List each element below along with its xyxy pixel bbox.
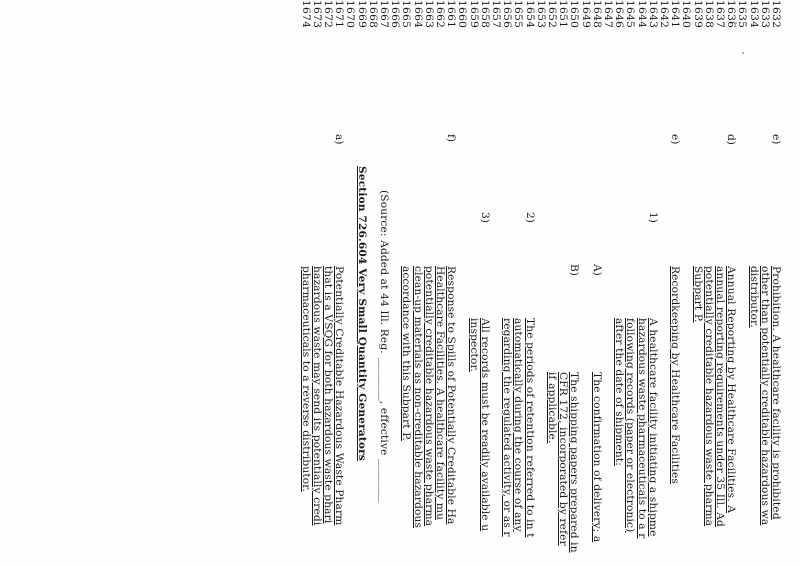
- document-line: [445, 0, 456, 566]
- line-number: 1657: [490, 0, 502, 29]
- document-line: [479, 0, 490, 566]
- line-number: 1644: [635, 0, 648, 29]
- line-number: 1640: [680, 0, 693, 29]
- line-text: Response to Spills of Potentially Creditable Ha: [445, 266, 458, 525]
- document-line: [591, 0, 602, 566]
- line-number: 1643: [646, 0, 659, 29]
- document-line: [580, 0, 591, 566]
- item-label: 3): [478, 212, 491, 223]
- document-line: [692, 0, 703, 566]
- line-text: clean-up materials as non-creditable hazardous: [411, 266, 424, 529]
- line-number: 1674: [299, 0, 312, 29]
- document-line: [333, 0, 344, 566]
- line-text: distributor.: [747, 266, 760, 328]
- line-text: Healthcare Facilities. A healthcare facility mu: [434, 266, 446, 521]
- item-label: B): [568, 264, 581, 276]
- document-line: [344, 0, 355, 566]
- line-text: following records (paper or electronic): [624, 318, 637, 533]
- document-line: [512, 0, 523, 566]
- document-line: [557, 0, 568, 566]
- line-text: potentially creditable hazardous waste pharma: [422, 266, 435, 527]
- document-line: [636, 0, 647, 566]
- document-line: [501, 0, 512, 566]
- document-line: [311, 0, 322, 566]
- line-number: 1663: [422, 0, 435, 29]
- line-number: 1656: [501, 0, 514, 29]
- line-number: 1666: [389, 0, 402, 29]
- line-text: Subpart P.: [691, 266, 704, 323]
- document-line: [434, 0, 445, 566]
- line-text: potentially creditable hazardous waste pharma: [702, 266, 715, 527]
- line-number: 1635: [736, 0, 749, 29]
- document-line: [546, 0, 557, 566]
- line-text: The periods of retention referred to in t: [523, 318, 536, 538]
- line-number: 1662: [434, 0, 446, 29]
- line-number: 1655: [512, 0, 525, 29]
- line-text: regarding the regulated activity, or as r: [501, 318, 514, 537]
- line-text: Prohibition. A healthcare facility is prohibited: [770, 266, 782, 520]
- line-number: 1670: [344, 0, 357, 29]
- document-line: [748, 0, 759, 566]
- line-number: 1638: [702, 0, 715, 29]
- line-number: 1664: [411, 0, 424, 29]
- item-label: d): [725, 134, 738, 145]
- document-line: [468, 0, 479, 566]
- document-line: [423, 0, 434, 566]
- document-line: [378, 0, 389, 566]
- document-line: [613, 0, 624, 566]
- line-text: after the date of shipment:: [613, 318, 626, 467]
- document-line: [524, 0, 535, 566]
- document-line: [535, 0, 546, 566]
- document-line: [389, 0, 400, 566]
- line-text: (Source: Added at 44 Ill. Reg. ________, effective ________: [378, 190, 390, 503]
- line-text: Potentially Creditable Hazardous Waste Pharm: [333, 266, 346, 526]
- line-number: 1650: [568, 0, 581, 29]
- item-label: A): [590, 264, 603, 276]
- line-number: 1661: [445, 0, 458, 29]
- document-line: [647, 0, 658, 566]
- line-text: The confirmation of delivery; a: [590, 372, 603, 543]
- item-label: a): [333, 134, 346, 145]
- line-number: 1637: [714, 0, 726, 29]
- document-line: [714, 0, 725, 566]
- line-number: 1672: [322, 0, 334, 29]
- line-text: inspector.: [467, 318, 480, 373]
- line-number: 1649: [579, 0, 592, 29]
- line-text: hazardous waste pharmaceuticals to a r: [635, 318, 648, 539]
- line-text: annual reporting requirements under 35 Ill. Ad: [714, 266, 726, 527]
- line-number: 1634: [747, 0, 760, 29]
- item-label: e): [669, 134, 682, 145]
- document-line: [680, 0, 691, 566]
- line-text: CFR 172, incorporated by refer: [557, 372, 570, 546]
- line-number: 1665: [400, 0, 413, 29]
- section-heading: Section 726.604 Very Small Quantity Generators: [355, 166, 368, 461]
- document-line: [770, 0, 781, 566]
- line-text: other than potentially creditable hazardous wa: [758, 266, 771, 526]
- line-number: 1647: [602, 0, 614, 29]
- item-label: 1): [646, 212, 659, 223]
- line-number: 1658: [478, 0, 491, 29]
- line-number: 1671: [333, 0, 346, 29]
- line-text: pharmaceuticals to a reverse distributor.: [299, 266, 312, 492]
- line-number: 1660: [456, 0, 469, 29]
- line-number: 1642: [658, 0, 670, 29]
- document-line: [669, 0, 680, 566]
- line-number: 1659: [467, 0, 480, 29]
- document-line: [367, 0, 378, 566]
- document-line: [624, 0, 635, 566]
- line-number: 1639: [691, 0, 704, 29]
- line-text: A healthcare facility initiating a shipme: [646, 318, 659, 537]
- document-line: [300, 0, 311, 566]
- document-line: [490, 0, 501, 566]
- line-number: 1645: [624, 0, 637, 29]
- line-number: 1633: [758, 0, 771, 29]
- line-number: 1652: [546, 0, 558, 29]
- line-number: 1648: [590, 0, 603, 29]
- document-line: [736, 0, 747, 566]
- line-text: Annual Reporting by Healthcare Facilities. A: [725, 266, 738, 514]
- line-text: that is a VSQG for both hazardous waste phari: [322, 266, 334, 524]
- document-line: [456, 0, 467, 566]
- line-number: 1641: [669, 0, 682, 29]
- line-number: 1654: [523, 0, 536, 29]
- document-line: [703, 0, 714, 566]
- line-number: 1668: [366, 0, 379, 29]
- item-label: e): [770, 134, 782, 145]
- line-number: 1651: [557, 0, 570, 29]
- line-number: 1673: [310, 0, 323, 29]
- document-line: [322, 0, 333, 566]
- document-line: [568, 0, 579, 566]
- line-number: 1646: [613, 0, 626, 29]
- line-text: accordance with this Subpart P.: [400, 266, 413, 441]
- line-number: 1632: [770, 0, 782, 29]
- document-line: [400, 0, 411, 566]
- document-line: [725, 0, 736, 566]
- line-text: The shipping papers prepared in: [568, 372, 581, 553]
- document-line: [602, 0, 613, 566]
- document-line: [658, 0, 669, 566]
- item-label: f): [445, 134, 458, 143]
- document-line: [412, 0, 423, 566]
- line-text: All records must be readily available u: [478, 318, 491, 532]
- line-number: 1669: [355, 0, 368, 29]
- line-number: 1636: [725, 0, 738, 29]
- document-line: [356, 0, 367, 566]
- item-label: 2): [523, 212, 536, 223]
- line-text: automatically during the course of any: [512, 318, 525, 532]
- line-number: 1653: [534, 0, 547, 29]
- line-text: hazardous waste may send its potentially credi: [310, 266, 323, 526]
- line-text: Recordkeeping by Healthcare Facilities: [669, 266, 682, 484]
- line-number: 1667: [378, 0, 390, 29]
- line-text: if applicable.: [546, 372, 558, 444]
- document-line: [759, 0, 770, 566]
